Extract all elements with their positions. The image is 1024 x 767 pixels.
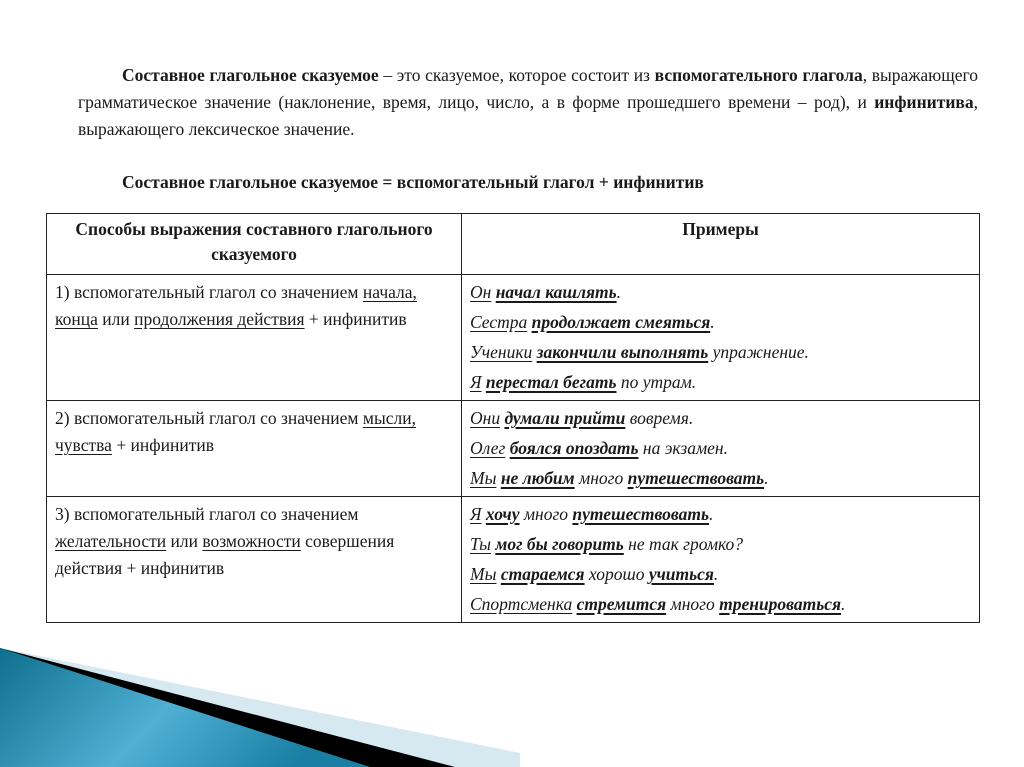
example-sentence	[470, 529, 971, 559]
example-sentence	[470, 307, 971, 337]
table-row	[47, 401, 980, 497]
method-text: совершения действия + инфинитив	[55, 531, 395, 578]
subject: Ученики	[470, 342, 533, 362]
predicate: закончили выполнять	[536, 342, 709, 362]
example-text: .	[841, 594, 846, 614]
subject: Мы	[470, 468, 497, 488]
method-text: или	[166, 531, 203, 551]
predicate: боялся опоздать	[509, 438, 639, 458]
table-row	[47, 497, 980, 623]
method-cell	[47, 275, 462, 401]
examples-cell	[462, 275, 980, 401]
subject: Я	[470, 372, 482, 392]
example-text: много	[574, 468, 628, 488]
predicate: хочу	[485, 504, 520, 524]
examples-cell	[462, 497, 980, 623]
example-sentence	[470, 403, 971, 433]
predicate: стремится	[576, 594, 667, 614]
method-text: + инфинитив	[304, 309, 407, 329]
predicate: стараемся	[500, 564, 585, 584]
example-text: .	[708, 504, 714, 524]
auxiliary-verb-term: вспомогательного глагола	[654, 65, 863, 85]
method-keyword: начала, конца	[55, 282, 417, 329]
predicate: тренироваться	[719, 594, 842, 614]
example-text: хорошо	[584, 564, 649, 584]
example-sentence	[470, 277, 971, 307]
subject: Я	[470, 504, 482, 524]
example-text: .	[710, 312, 715, 332]
method-cell	[47, 401, 462, 497]
table-row	[47, 275, 980, 401]
term: Составное глагольное сказуемое	[122, 65, 379, 85]
example-sentence	[470, 463, 971, 493]
methods-table	[46, 213, 980, 623]
method-text: + инфинитив	[111, 435, 214, 455]
predicate: не любим	[500, 468, 575, 488]
predicate: думали прийти	[504, 408, 626, 428]
predicate: начал кашлять	[495, 282, 617, 302]
subject: Спортсменка	[470, 594, 573, 614]
example-text: не так громко?	[623, 534, 744, 554]
example-sentence	[470, 367, 971, 397]
example-text: по утрам.	[616, 372, 697, 392]
intro-text: , выражающего лексическое значение.	[78, 92, 978, 139]
subject: Он	[470, 282, 492, 302]
predicate: учиться	[648, 564, 714, 584]
header-methods: Способы выражения составного глагольного сказуемого	[47, 214, 462, 275]
examples-cell	[462, 401, 980, 497]
header-examples: Примеры	[462, 214, 980, 275]
subject: Они	[470, 408, 501, 428]
example-text: много	[666, 594, 720, 614]
intro-paragraph	[78, 62, 978, 143]
intro-text: – это сказуемое, которое состоит из	[378, 65, 655, 85]
example-text: на экзамен.	[638, 438, 728, 458]
method-keyword: мысли, чувства	[55, 408, 416, 455]
predicate: мог бы говорить	[495, 534, 624, 554]
example-text: .	[616, 282, 621, 302]
method-text: 1) вспомогательный глагол со значением	[55, 282, 363, 302]
infinitive-term: инфинитива	[874, 92, 974, 112]
method-keyword: возможности	[202, 531, 301, 551]
method-text: 2) вспомогательный глагол со значением	[55, 408, 363, 428]
method-keyword: продолжения действия	[134, 309, 305, 329]
subject: Олег	[470, 438, 506, 458]
example-sentence	[470, 589, 971, 619]
intro-text: , выражающего грамматическое значение (наклонение, время, лицо, число, а в форме прошедшего времени – род), и	[78, 65, 978, 112]
subject: Мы	[470, 564, 497, 584]
predicate: путешествовать	[572, 504, 709, 524]
example-sentence	[470, 337, 971, 367]
formula-heading: Составное глагольное сказуемое = вспомогательный глагол + инфинитив	[122, 172, 704, 192]
subject: Сестра	[470, 312, 528, 332]
method-text: 3) вспомогательный глагол со значением	[55, 504, 359, 524]
example-sentence	[470, 559, 971, 589]
example-text: упражнение.	[708, 342, 809, 362]
predicate: путешествовать	[627, 468, 765, 488]
subject: Ты	[470, 534, 491, 554]
example-text: вовремя.	[625, 408, 694, 428]
method-keyword: желательности	[55, 531, 167, 551]
example-text: .	[764, 468, 769, 488]
predicate: продолжает смеяться	[531, 312, 711, 332]
example-sentence	[470, 499, 971, 529]
example-text: много	[519, 504, 573, 524]
example-text: .	[713, 564, 719, 584]
table-header-row	[47, 214, 980, 275]
method-text: или	[97, 309, 135, 329]
example-sentence	[470, 433, 971, 463]
method-cell	[47, 497, 462, 623]
predicate: перестал бегать	[485, 372, 617, 392]
